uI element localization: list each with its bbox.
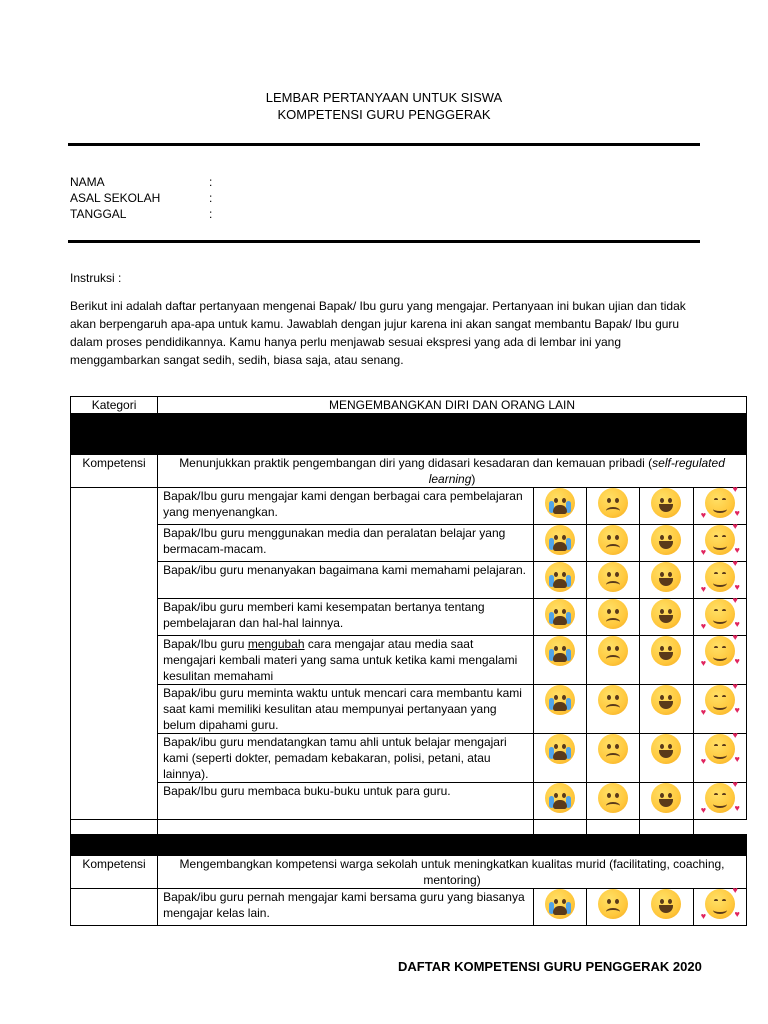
smiling-face-with-hearts-icon: ♥ ♥ ♥ [700, 558, 740, 594]
grinning-face-icon [651, 488, 681, 518]
rating-option[interactable] [640, 734, 693, 783]
field-colon: : [209, 207, 213, 221]
rating-option[interactable] [640, 525, 693, 562]
smiling-face-with-hearts-icon: ♥ ♥ ♥ [700, 779, 740, 815]
rating-option[interactable] [533, 488, 586, 525]
competency-label: Kompetensi [71, 856, 158, 889]
rating-option[interactable] [586, 889, 639, 926]
bottom-divider [68, 240, 700, 243]
rating-option[interactable] [693, 521, 746, 562]
question-text: Bapak/ibu guru menanyakan bagaimana kami memahami pelajaran. [158, 562, 534, 599]
question-row [71, 783, 747, 820]
crying-face-icon [545, 889, 575, 919]
rating-option[interactable] [586, 562, 639, 599]
rating-option[interactable] [693, 730, 746, 783]
grinning-face-icon [651, 889, 681, 919]
grinning-face-icon [651, 734, 681, 764]
document-title-line1: LEMBAR PERTANYAAN UNTUK SISWA [265, 90, 503, 105]
questionnaire-table [70, 396, 747, 926]
sad-face-icon [598, 889, 628, 919]
question-text: Bapak/ibu guru mendatangkan tamu ahli untuk belajar mengajari kami (seperti dokter, pemadam kebakaran, polisi, petani, atau lainnya). [158, 734, 534, 783]
rating-option[interactable] [533, 685, 586, 734]
empty-row [71, 820, 747, 835]
rating-option[interactable] [693, 632, 746, 685]
field-tanggal [70, 206, 212, 222]
grinning-face-icon [651, 685, 681, 715]
rating-option[interactable] [693, 484, 746, 525]
smiling-face-with-hearts-icon: ♥ ♥ ♥ [700, 595, 740, 631]
competency-label: Kompetensi [71, 455, 158, 488]
question-text: Bapak/ibu guru pernah mengajar kami bersama guru yang biasanya mengajar kelas lain. [158, 889, 534, 926]
rating-option[interactable] [533, 889, 586, 926]
competency-description: Mengembangkan kompetensi warga sekolah untuk meningkatkan kualitas murid (facilitating, coaching, mentoring) [158, 856, 747, 889]
rating-option[interactable] [586, 525, 639, 562]
crying-face-icon [545, 488, 575, 518]
rating-option[interactable] [586, 488, 639, 525]
smiling-face-with-hearts-icon: ♥ ♥ ♥ [700, 521, 740, 557]
sad-face-icon [598, 783, 628, 813]
black-separator-row [71, 835, 747, 856]
grinning-face-icon [651, 783, 681, 813]
rating-option[interactable] [533, 599, 586, 636]
field-label: NAMA [70, 175, 105, 189]
rating-option[interactable] [586, 636, 639, 685]
question-text: Bapak/Ibu guru mengubah cara mengajar atau media saat mengajari kembali materi yang sama untuk ketika kami mengalami kesulitan memahami [158, 636, 534, 685]
crying-face-icon [545, 685, 575, 715]
category-header: Kategori [71, 397, 158, 414]
sad-face-icon [598, 562, 628, 592]
rating-option[interactable] [533, 562, 586, 599]
field-label: TANGGAL [70, 207, 127, 221]
rating-option[interactable] [640, 599, 693, 636]
smiling-face-with-hearts-icon: ♥ ♥ ♥ [700, 632, 740, 668]
rating-option[interactable] [640, 889, 693, 926]
instruction-heading: Instruksi : [70, 271, 122, 285]
crying-face-icon [545, 525, 575, 555]
smiling-face-with-hearts-icon: ♥ ♥ ♥ [700, 484, 740, 520]
rating-option[interactable] [533, 636, 586, 685]
rating-option[interactable] [533, 734, 586, 783]
smiling-face-with-hearts-icon: ♥ ♥ ♥ [700, 730, 740, 766]
field-nama [70, 174, 212, 190]
rating-option[interactable] [640, 685, 693, 734]
table-header-row [71, 397, 747, 414]
question-row [71, 685, 747, 734]
crying-face-icon [545, 562, 575, 592]
sad-face-icon [598, 599, 628, 629]
sad-face-icon [598, 685, 628, 715]
question-row [71, 889, 747, 926]
question-row [71, 525, 747, 562]
crying-face-icon [545, 783, 575, 813]
grinning-face-icon [651, 599, 681, 629]
competency-row [71, 856, 747, 889]
top-divider [68, 143, 700, 146]
rating-option[interactable] [640, 562, 693, 599]
rating-option[interactable] [586, 685, 639, 734]
crying-face-icon [545, 599, 575, 629]
rating-option[interactable] [693, 681, 746, 734]
question-row [71, 636, 747, 685]
grinning-face-icon [651, 636, 681, 666]
sad-face-icon [598, 734, 628, 764]
category-cell [71, 889, 158, 926]
question-row [71, 599, 747, 636]
question-row [71, 734, 747, 783]
instruction-body: Berikut ini adalah daftar pertanyaan mengenai Bapak/ Ibu guru yang mengajar. Pertanyaan ini bukan ujian dan tidak akan berpengaruh apa-apa untuk kamu. Jawablah dengan jujur karena ini akan sangat membantu Bapak/ Ibu guru dalam proses pendidikannya. Kamu hanya perlu menjawab sesuai ekspresi yang ada di lembar ini yang menggambarkan sangat sedih, sedih, biasa saja, atau senang. [70, 299, 686, 367]
rating-option[interactable] [640, 783, 693, 820]
rating-option[interactable] [533, 525, 586, 562]
rating-option[interactable] [533, 783, 586, 820]
field-colon: : [209, 175, 213, 189]
rating-option[interactable] [640, 488, 693, 525]
field-colon: : [209, 191, 213, 205]
rating-option[interactable] [586, 599, 639, 636]
sad-face-icon [598, 525, 628, 555]
smiling-face-with-hearts-icon: ♥ ♥ ♥ [700, 885, 740, 921]
rating-option[interactable] [693, 779, 746, 820]
rating-option[interactable] [640, 636, 693, 685]
question-text: Bapak/ibu guru memberi kami kesempatan bertanya tentang pembelajaran dan hal-hal lainnya. [158, 599, 534, 636]
rating-option[interactable] [586, 734, 639, 783]
black-separator-row [71, 414, 747, 455]
competency-description: Menunjukkan praktik pengembangan diri yang didasari kesadaran dan kemauan pribadi (self-regulated learning) [158, 455, 747, 488]
question-row [71, 562, 747, 599]
question-row [71, 488, 747, 525]
rating-option[interactable] [693, 595, 746, 636]
document-title-line2: KOMPETENSI GURU PENGGERAK [277, 107, 491, 122]
sad-face-icon [598, 636, 628, 666]
category-cell [71, 488, 158, 820]
question-text: Bapak/Ibu guru mengajar kami dengan berbagai cara pembelajaran yang menyenangkan. [158, 488, 534, 525]
rating-option[interactable] [693, 885, 746, 926]
sad-face-icon [598, 488, 628, 518]
question-text: Bapak/Ibu guru menggunakan media dan peralatan belajar yang bermacam-macam. [158, 525, 534, 562]
smiling-face-with-hearts-icon: ♥ ♥ ♥ [700, 681, 740, 717]
competency-row [71, 455, 747, 488]
crying-face-icon [545, 636, 575, 666]
question-text: Bapak/Ibu guru membaca buku-buku untuk para guru. [158, 783, 534, 820]
grinning-face-icon [651, 562, 681, 592]
section-header: MENGEMBANGKAN DIRI DAN ORANG LAIN [158, 397, 747, 414]
footer-text: DAFTAR KOMPETENSI GURU PENGGERAK 2020 [398, 959, 702, 974]
rating-option[interactable] [693, 558, 746, 599]
field-asal-sekolah [70, 190, 212, 206]
rating-option[interactable] [586, 783, 639, 820]
question-text: Bapak/ibu guru meminta waktu untuk mencari cara membantu kami saat kami memiliki kesulitan atau mempunyai pertanyaan yang belum dipahami guru. [158, 685, 534, 734]
grinning-face-icon [651, 525, 681, 555]
crying-face-icon [545, 734, 575, 764]
field-label: ASAL SEKOLAH [70, 191, 161, 205]
